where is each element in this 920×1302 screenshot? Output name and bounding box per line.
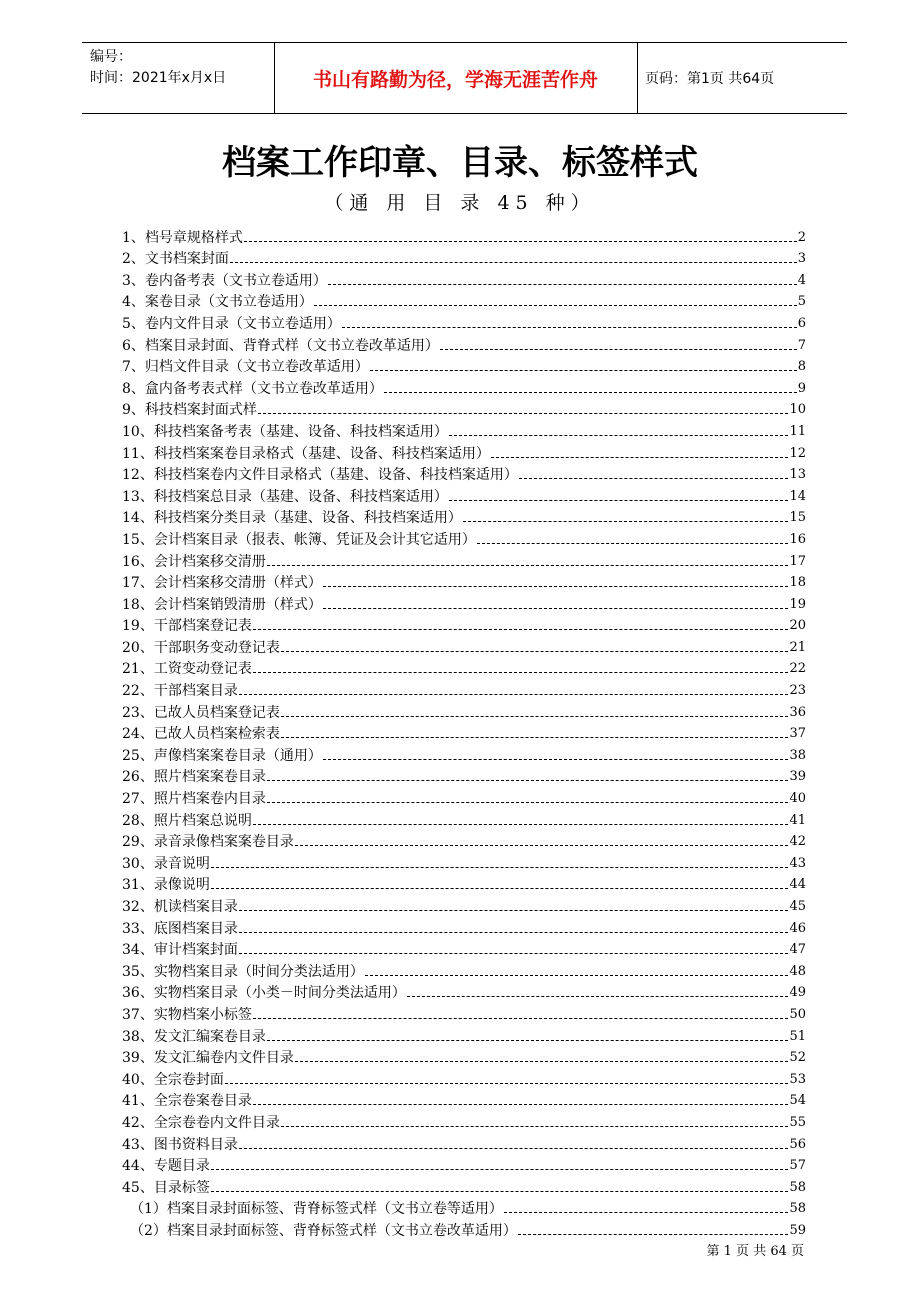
toc-entry-page: 43 xyxy=(789,855,806,871)
toc-entry xyxy=(122,938,806,960)
toc-entry xyxy=(122,700,806,722)
toc-entry-title: 7、归档文件目录（文书立卷改革适用） xyxy=(122,359,369,376)
toc-entry-page: 16 xyxy=(789,531,806,547)
toc-entry-title: （1）档案目录封面标签、背脊标签式样（文书立卷等适用） xyxy=(130,1201,503,1218)
toc-entry-title: 45、目录标签 xyxy=(122,1179,210,1196)
toc-entry xyxy=(122,614,806,636)
toc-entry-page: 59 xyxy=(789,1222,806,1238)
toc-entry-page: 36 xyxy=(789,704,806,720)
toc-entry-title: 19、干部档案登记表 xyxy=(122,618,252,635)
toc-entry-title: 32、机读档案目录 xyxy=(122,899,238,915)
toc-leader-dots xyxy=(225,1083,789,1084)
toc-entry xyxy=(122,398,806,420)
toc-entry-page: 11 xyxy=(789,423,806,439)
toc-entry-title: 26、照片档案案卷目录 xyxy=(122,769,266,786)
toc-leader-dots xyxy=(518,1234,789,1235)
toc-entry xyxy=(122,916,806,938)
toc-leader-dots xyxy=(211,888,789,889)
toc-entry-page: 55 xyxy=(789,1114,806,1130)
toc-entry xyxy=(122,311,806,333)
toc-leader-dots xyxy=(281,651,789,652)
toc-leader-dots xyxy=(239,953,789,954)
toc-entry-page: 9 xyxy=(797,380,806,396)
toc-leader-dots xyxy=(314,305,797,306)
toc-entry xyxy=(122,1002,806,1024)
toc-entry xyxy=(122,506,806,528)
toc-entry-page: 47 xyxy=(789,942,806,958)
toc-entry xyxy=(122,1024,806,1046)
toc-entry-page: 44 xyxy=(789,877,806,893)
toc-entry xyxy=(122,959,806,981)
toc-entry-page: 51 xyxy=(789,1028,806,1044)
toc-entry xyxy=(122,894,806,916)
toc-entry xyxy=(122,808,806,830)
toc-entry-title: 35、实物档案目录（时间分类法适用） xyxy=(122,963,364,980)
toc-leader-dots xyxy=(370,370,797,371)
toc-leader-dots xyxy=(440,349,797,350)
toc-entry-title: 38、发文汇编案卷目录 xyxy=(122,1028,266,1045)
toc-leader-dots xyxy=(244,241,797,242)
toc-entry-page: 46 xyxy=(789,920,806,936)
page-footer: 第 1 页 共 64 页 xyxy=(706,1244,804,1259)
document-time-label: 时间：2021年x月x日 xyxy=(90,70,227,86)
toc-leader-dots xyxy=(239,910,789,911)
toc-entry-page: 6 xyxy=(797,315,806,331)
toc-leader-dots xyxy=(342,327,797,328)
toc-entry-page: 8 xyxy=(797,359,806,375)
toc-entry xyxy=(122,1197,806,1219)
toc-leader-dots xyxy=(281,1126,789,1127)
toc-entry-title: 1、档号章规格样式 xyxy=(122,229,243,246)
toc-entry-title: 17、会计档案移交清册（样式） xyxy=(122,575,322,592)
toc-leader-dots xyxy=(519,478,789,479)
toc-entry-page: 4 xyxy=(797,272,806,288)
toc-entry-page: 15 xyxy=(789,510,806,526)
toc-entry xyxy=(122,830,806,852)
toc-leader-dots xyxy=(267,780,789,781)
toc-entry-title: 23、已故人员档案登记表 xyxy=(122,704,280,721)
toc-entry xyxy=(122,571,806,593)
toc-entry-title: 44、专题目录 xyxy=(122,1158,210,1175)
toc-entry xyxy=(122,722,806,744)
toc-entry-page: 50 xyxy=(789,1006,806,1022)
header-info-cell xyxy=(82,43,275,113)
toc-leader-dots xyxy=(407,996,789,997)
toc-entry-title: 29、录音录像档案案卷目录 xyxy=(122,834,294,851)
toc-entry-page: 2 xyxy=(797,229,806,245)
toc-entry-title: 11、科技档案案卷目录格式（基建、设备、科技档案适用） xyxy=(122,445,490,462)
toc-entry-title: 42、全宗卷卷内文件目录 xyxy=(122,1114,280,1131)
toc-entry-page: 52 xyxy=(789,1050,806,1066)
toc-leader-dots xyxy=(239,694,789,695)
toc-entry xyxy=(122,592,806,614)
table-of-contents xyxy=(122,225,806,1240)
toc-entry-page: 7 xyxy=(797,337,806,353)
toc-entry xyxy=(122,549,806,571)
toc-leader-dots xyxy=(384,392,797,393)
toc-entry xyxy=(122,657,806,679)
toc-entry-title: 16、会计档案移交清册 xyxy=(122,553,266,570)
toc-entry-page: 41 xyxy=(789,812,806,828)
toc-entry xyxy=(122,873,806,895)
toc-entry-title: 37、实物档案小标签 xyxy=(122,1006,252,1023)
toc-leader-dots xyxy=(267,802,789,803)
header-motto: 书山有路勤为径，学海无涯苦作舟 xyxy=(274,43,638,113)
toc-entry xyxy=(122,355,806,377)
toc-entry-page: 57 xyxy=(789,1158,806,1174)
toc-entry-title: 21、工资变动登记表 xyxy=(122,661,252,678)
toc-entry-title: 20、干部职务变动登记表 xyxy=(122,639,280,656)
toc-entry-title: 30、录音说明 xyxy=(122,855,210,872)
toc-leader-dots xyxy=(504,1212,789,1213)
toc-entry-page: 54 xyxy=(789,1093,806,1109)
toc-leader-dots xyxy=(281,716,789,717)
toc-entry-title: 12、科技档案卷内文件目录格式（基建、设备、科技档案适用） xyxy=(122,467,518,484)
toc-entry-title: 27、照片档案卷内目录 xyxy=(122,791,266,808)
toc-entry-title: 6、档案目录封面、背脊式样（文书立卷改革适用） xyxy=(122,337,439,354)
toc-entry-title: （2）档案目录封面标签、背脊标签式样（文书立卷改革适用） xyxy=(130,1222,517,1239)
toc-entry-title: 25、声像档案案卷目录（通用） xyxy=(122,747,322,764)
toc-leader-dots xyxy=(281,737,789,738)
toc-entry-page: 37 xyxy=(789,726,806,742)
toc-entry xyxy=(122,1132,806,1154)
toc-entry-page: 20 xyxy=(789,618,806,634)
page-header xyxy=(82,42,847,114)
toc-entry-page: 5 xyxy=(797,294,806,310)
toc-leader-dots xyxy=(211,1169,789,1170)
toc-leader-dots xyxy=(323,608,789,609)
toc-entry-title: 31、录像说明 xyxy=(122,877,210,894)
toc-entry xyxy=(122,1110,806,1132)
toc-entry-page: 42 xyxy=(789,834,806,850)
toc-leader-dots xyxy=(323,586,789,587)
toc-leader-dots xyxy=(463,521,789,522)
toc-entry xyxy=(122,268,806,290)
toc-entry-title: 28、照片档案总说明 xyxy=(122,812,252,829)
toc-entry-title: 14、科技档案分类目录（基建、设备、科技档案适用） xyxy=(122,510,462,527)
toc-entry-page: 22 xyxy=(789,661,806,677)
toc-entry-page: 23 xyxy=(789,683,806,699)
toc-entry xyxy=(122,247,806,269)
toc-leader-dots xyxy=(295,845,789,846)
toc-leader-dots xyxy=(230,262,797,263)
toc-leader-dots xyxy=(267,565,789,566)
toc-entry xyxy=(122,1218,806,1240)
toc-entry-title: 43、图书资料目录 xyxy=(122,1136,238,1153)
toc-entry-page: 56 xyxy=(789,1136,806,1152)
toc-entry-title: 34、审计档案封面 xyxy=(122,942,238,959)
toc-entry-title: 39、发文汇编卷内文件目录 xyxy=(122,1050,294,1067)
toc-leader-dots xyxy=(253,672,789,673)
toc-entry xyxy=(122,1089,806,1111)
toc-leader-dots xyxy=(328,284,797,285)
toc-leader-dots xyxy=(211,867,789,868)
toc-entry xyxy=(122,1175,806,1197)
toc-entry xyxy=(122,290,806,312)
toc-entry-page: 12 xyxy=(789,445,806,461)
toc-entry xyxy=(122,635,806,657)
toc-entry-title: 33、底图档案目录 xyxy=(122,920,238,937)
toc-leader-dots xyxy=(449,435,789,436)
toc-entry-title: 22、干部档案目录 xyxy=(122,683,238,700)
toc-leader-dots xyxy=(267,1040,789,1041)
toc-entry-page: 49 xyxy=(789,985,806,1001)
toc-leader-dots xyxy=(253,824,789,825)
toc-entry-page: 21 xyxy=(789,639,806,655)
toc-entry-page: 13 xyxy=(789,467,806,483)
toc-entry xyxy=(122,441,806,463)
toc-leader-dots xyxy=(491,457,789,458)
toc-entry-title: 2、文书档案封面 xyxy=(122,251,229,268)
toc-leader-dots xyxy=(258,413,789,414)
toc-entry-page: 18 xyxy=(789,575,806,591)
toc-leader-dots xyxy=(323,759,789,760)
toc-entry-page: 3 xyxy=(797,251,806,267)
toc-entry-title: 24、已故人员档案检索表 xyxy=(122,726,280,743)
toc-entry-title: 3、卷内备考表（文书立卷适用） xyxy=(122,272,327,289)
toc-leader-dots xyxy=(365,975,789,976)
toc-entry-title: 5、卷内文件目录（文书立卷适用） xyxy=(122,315,341,332)
toc-entry-page: 58 xyxy=(789,1179,806,1195)
toc-entry-title: 40、全宗卷封面 xyxy=(122,1071,224,1088)
toc-entry-title: 8、盒内备考表式样（文书立卷改革适用） xyxy=(122,380,383,397)
toc-leader-dots xyxy=(239,1148,789,1149)
toc-entry xyxy=(122,484,806,506)
toc-entry-page: 48 xyxy=(789,963,806,979)
toc-leader-dots xyxy=(477,543,789,544)
toc-leader-dots xyxy=(295,1061,789,1062)
toc-entry-title: 4、案卷目录（文书立卷适用） xyxy=(122,294,313,311)
toc-entry-page: 14 xyxy=(789,488,806,504)
toc-entry xyxy=(122,376,806,398)
toc-entry-page: 40 xyxy=(789,791,806,807)
toc-entry-title: 10、科技档案备考表（基建、设备、科技档案适用） xyxy=(122,423,448,440)
toc-entry-title: 36、实物档案目录（小类－时间分类法适用） xyxy=(122,985,406,1002)
toc-entry-title: 13、科技档案总目录（基建、设备、科技档案适用） xyxy=(122,488,448,505)
toc-entry-page: 45 xyxy=(789,899,806,914)
toc-entry xyxy=(122,981,806,1003)
toc-entry xyxy=(122,851,806,873)
toc-entry xyxy=(122,1046,806,1068)
toc-entry-page: 58 xyxy=(789,1201,806,1217)
toc-leader-dots xyxy=(253,629,789,630)
toc-entry-page: 17 xyxy=(789,553,806,569)
page-subtitle: （通 用 目 录 45 种） xyxy=(324,192,596,214)
toc-entry xyxy=(122,786,806,808)
toc-entry xyxy=(122,743,806,765)
toc-entry xyxy=(122,1067,806,1089)
toc-entry xyxy=(122,1154,806,1176)
toc-entry xyxy=(122,333,806,355)
toc-leader-dots xyxy=(253,1018,789,1019)
toc-entry xyxy=(122,765,806,787)
toc-entry xyxy=(122,463,806,485)
toc-entry xyxy=(122,225,806,247)
toc-entry-title: 9、科技档案封面式样 xyxy=(122,402,257,419)
toc-entry-page: 38 xyxy=(789,747,806,763)
toc-entry xyxy=(122,678,806,700)
toc-entry-page: 39 xyxy=(789,769,806,785)
document-number-label: 编号： xyxy=(90,49,132,65)
toc-entry xyxy=(122,527,806,549)
toc-entry-title: 15、会计档案目录（报表、帐簿、凭证及会计其它适用） xyxy=(122,531,476,548)
header-page-info: 页码：第1页 共64页 xyxy=(645,71,775,87)
toc-entry-page: 10 xyxy=(789,402,806,418)
toc-entry-page: 53 xyxy=(789,1071,806,1087)
toc-leader-dots xyxy=(211,1191,789,1192)
toc-entry-title: 41、全宗卷案卷目录 xyxy=(122,1093,252,1110)
page-title: 档案工作印章、目录、标签样式 xyxy=(222,143,698,183)
toc-entry-title: 18、会计档案销毁清册（样式） xyxy=(122,596,322,613)
toc-leader-dots xyxy=(449,500,789,501)
toc-leader-dots xyxy=(253,1104,789,1105)
toc-leader-dots xyxy=(239,932,789,933)
toc-entry-page: 19 xyxy=(789,596,806,612)
toc-entry xyxy=(122,419,806,441)
